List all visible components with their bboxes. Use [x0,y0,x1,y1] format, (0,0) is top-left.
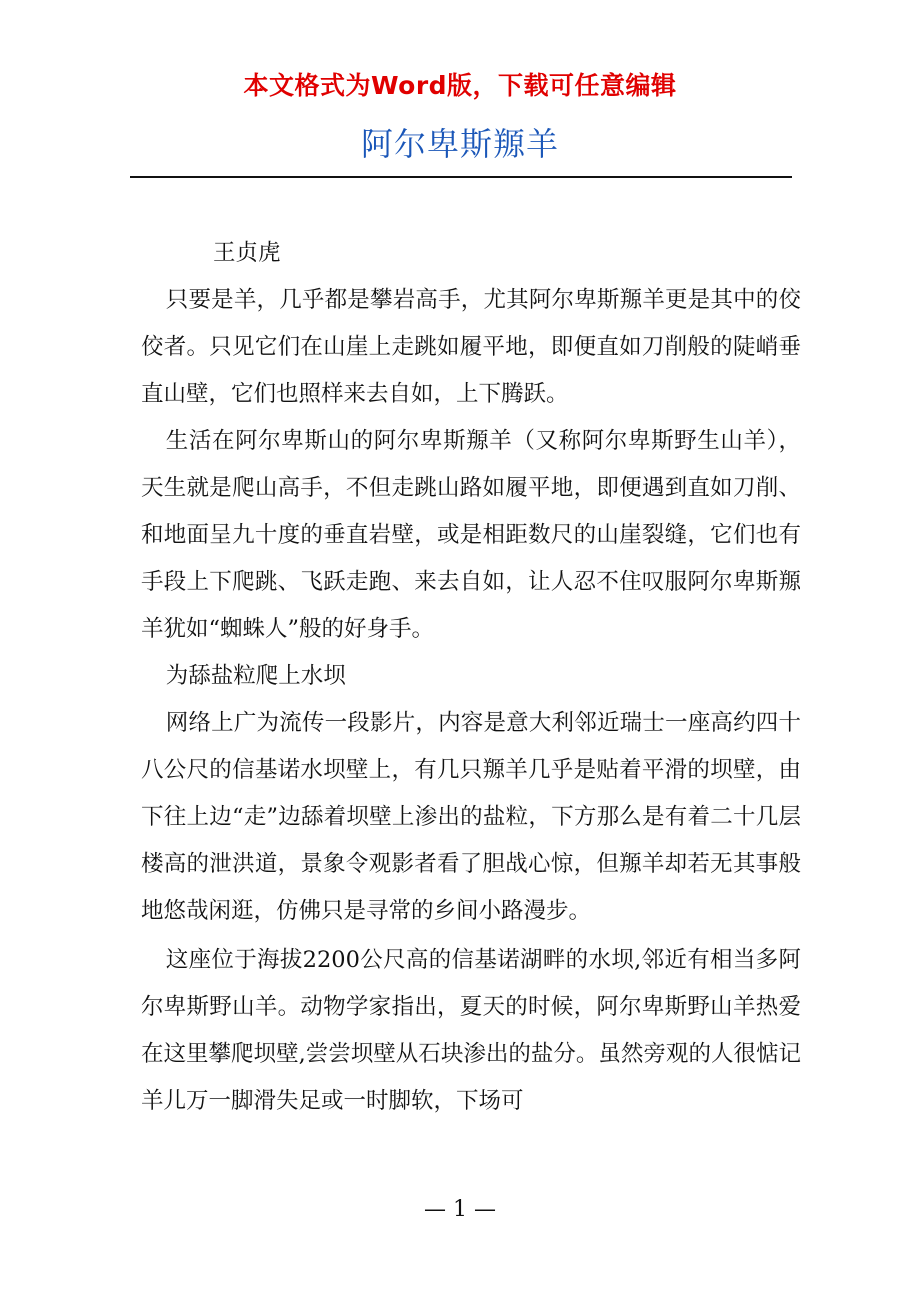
paragraph: 只要是羊，几乎都是攀岩高手，尤其阿尔卑斯羱羊更是其中的佼佼者。只见它们在山崖上走跳如履平地，即便直如刀削般的陡峭垂直山壁，它们也照样来去自如，上下腾跃。 [141,287,801,407]
format-notice-banner: 本文格式为Word版，下载可任意编辑 [243,71,677,100]
paragraph: 生活在阿尔卑斯山的阿尔卑斯羱羊（又称阿尔卑斯野生山羊），天生就是爬山高手，不但走跳山路如履平地，即便遇到直如刀削、和地面呈九十度的垂直岩壁，或是相距数尺的山崖裂缝，它们也有手段上下爬跳、飞跃走跑、来去自如，让人忍不住叹服阿尔卑斯羱羊犹如“蜘蛛人”般的好身手。 [141,428,801,642]
document-title: 阿尔卑斯羱羊 [360,125,559,163]
paragraph: 网络上广为流传一段影片，内容是意大利邻近瑞士一座高约四十八公尺的信基诺水坝壁上，有几只羱羊几乎是贴着平滑的坝壁，由下往上边“走”边舔着坝壁上渗出的盐粒，下方那么是有着二十几层楼高的泄洪道，景象令观影者看了胆战心惊，但羱羊却若无其事般地悠哉闲逛，仿佛只是寻常的乡间小路漫步。 [141,710,801,924]
page-number: — 1 — [424,1197,496,1222]
author-name: 王贞虎 [213,240,281,266]
paragraph: 这座位于海拔2200公尺高的信基诺湖畔的水坝,邻近有相当多阿尔卑斯野山羊。动物学家指出，夏天的时候，阿尔卑斯野山羊热爱在这里攀爬坝壁,尝尝坝壁从石块渗出的盐分。虽然旁观的人很惦记羊儿万一脚滑失足或一时脚软，下场可 [141,947,801,1114]
title-divider [130,176,792,178]
article-body [141,230,801,1125]
section-heading: 为舔盐粒爬上水坝 [165,663,346,689]
